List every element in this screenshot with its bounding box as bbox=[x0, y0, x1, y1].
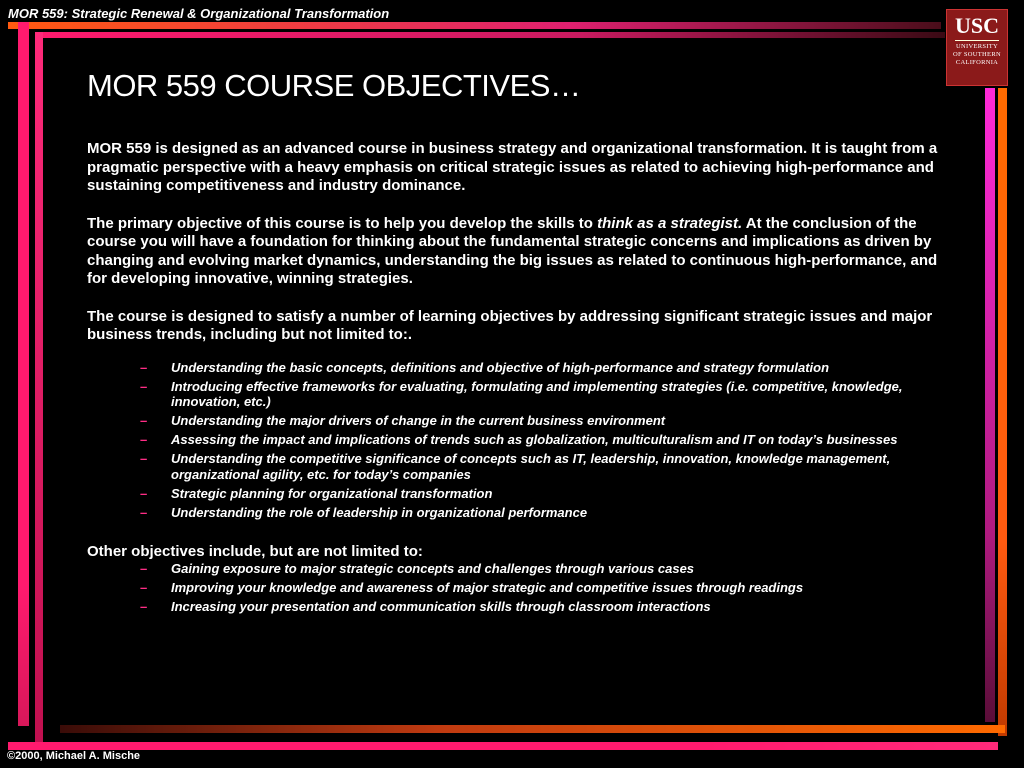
logo-divider bbox=[955, 40, 999, 41]
bottom-bar-pink bbox=[8, 742, 998, 750]
list-item bbox=[140, 378, 947, 410]
bullet-dash: – bbox=[140, 504, 148, 520]
top-bar-orange bbox=[8, 22, 941, 29]
bullet-dash: – bbox=[140, 580, 148, 595]
left-bar-pink-inner bbox=[35, 32, 43, 748]
bullet-dash: – bbox=[140, 359, 148, 375]
primary-objective-continuation: At the conclusion of the course you will have a foundation for thinking about the fundamental strategic concerns and implications as driven by changing and evolving market dynamics, understanding the big issues as related to continuous high-performance, and for developing innovative, winning strategies. bbox=[87, 214, 938, 287]
bullet-dash: – bbox=[140, 561, 148, 576]
list-item-text: Understanding the role of leadership in organizational performance bbox=[171, 504, 588, 520]
section-spacer bbox=[87, 524, 947, 543]
list-item bbox=[140, 432, 947, 448]
logo-line-1: UNIVERSITY bbox=[956, 43, 998, 50]
bullet-dash: – bbox=[140, 432, 148, 447]
list-item-text: Understanding the major drivers of change in the current business environment bbox=[171, 413, 666, 428]
logo-mark: USC bbox=[954, 13, 999, 38]
bullet-dash: – bbox=[140, 599, 148, 614]
list-item-text: Increasing your presentation and communication skills through classroom interactions bbox=[171, 599, 711, 614]
list-item-text: Introducing effective frameworks for evaluating, formulating and implementing strategies (i.e. competitive, knowledge, innovation, etc.) bbox=[171, 378, 903, 409]
bottom-bar-orange bbox=[60, 725, 1005, 733]
paragraph-learning-objectives-intro: The course is designed to satisfy a number of learning objectives by addressing significant strategic issues and major business trends, including but not limited to:. bbox=[87, 307, 933, 343]
paragraph-primary-objective bbox=[87, 215, 947, 289]
primary-objective-emphasis: think as a strategist. bbox=[597, 214, 743, 232]
list-item bbox=[140, 504, 947, 521]
list-item bbox=[140, 359, 947, 376]
list-item bbox=[140, 561, 947, 577]
usc-logo bbox=[946, 9, 1008, 86]
bullet-dash: – bbox=[140, 451, 148, 466]
right-bar-orange bbox=[998, 88, 1007, 736]
list-item bbox=[140, 599, 947, 615]
slide-title: MOR 559 COURSE OBJECTIVES… bbox=[87, 68, 581, 103]
slide-content bbox=[87, 140, 947, 618]
other-objectives-list bbox=[87, 561, 947, 615]
bullet-dash: – bbox=[140, 485, 148, 501]
list-item bbox=[140, 580, 947, 596]
list-item-text: Understanding the basic concepts, definitions and objective of high-performance and strategy formulation bbox=[171, 359, 830, 375]
right-bar-magenta bbox=[985, 88, 995, 722]
learning-objectives-list bbox=[87, 360, 947, 521]
list-item-text: Understanding the competitive significance of concepts such as IT, leadership, innovation, knowledge management, organizational agility, etc. for today’s companies bbox=[171, 451, 891, 482]
bullet-dash: – bbox=[140, 378, 148, 394]
list-item-text: Improving your knowledge and awareness of major strategic and competitive issues through readings bbox=[171, 580, 804, 595]
left-bar-pink bbox=[18, 22, 29, 726]
primary-objective-text: The primary objective of this course is to help you develop the skills to bbox=[87, 214, 598, 232]
top-bar-pink bbox=[35, 32, 945, 38]
list-item-text: Strategic planning for organizational transformation bbox=[171, 485, 493, 501]
copyright-footer: ©2000, Michael A. Mische bbox=[7, 750, 141, 762]
slide-header: MOR 559: Strategic Renewal & Organizational Transformation bbox=[8, 6, 390, 21]
bullet-dash: – bbox=[140, 413, 148, 428]
list-item-text: Gaining exposure to major strategic concepts and challenges through various cases bbox=[171, 561, 695, 576]
logo-line-3: CALIFORNIA bbox=[955, 59, 999, 66]
other-objectives-heading: Other objectives include, but are not limited to: bbox=[87, 542, 423, 560]
list-item-text: Assessing the impact and implications of trends such as globalization, multiculturalism and IT on today’s businesses bbox=[171, 432, 898, 447]
list-item bbox=[140, 413, 947, 429]
paragraph-course-description: MOR 559 is designed as an advanced course in business strategy and organizational transformation. It is taught from a pragmatic perspective with a heavy emphasis on critical strategic issues as related to achieving high-performance and sustaining competitiveness and industry dominance. bbox=[87, 140, 938, 194]
list-item bbox=[140, 485, 947, 502]
logo-line-2: OF SOUTHERN bbox=[953, 51, 1001, 58]
list-item bbox=[140, 451, 947, 482]
